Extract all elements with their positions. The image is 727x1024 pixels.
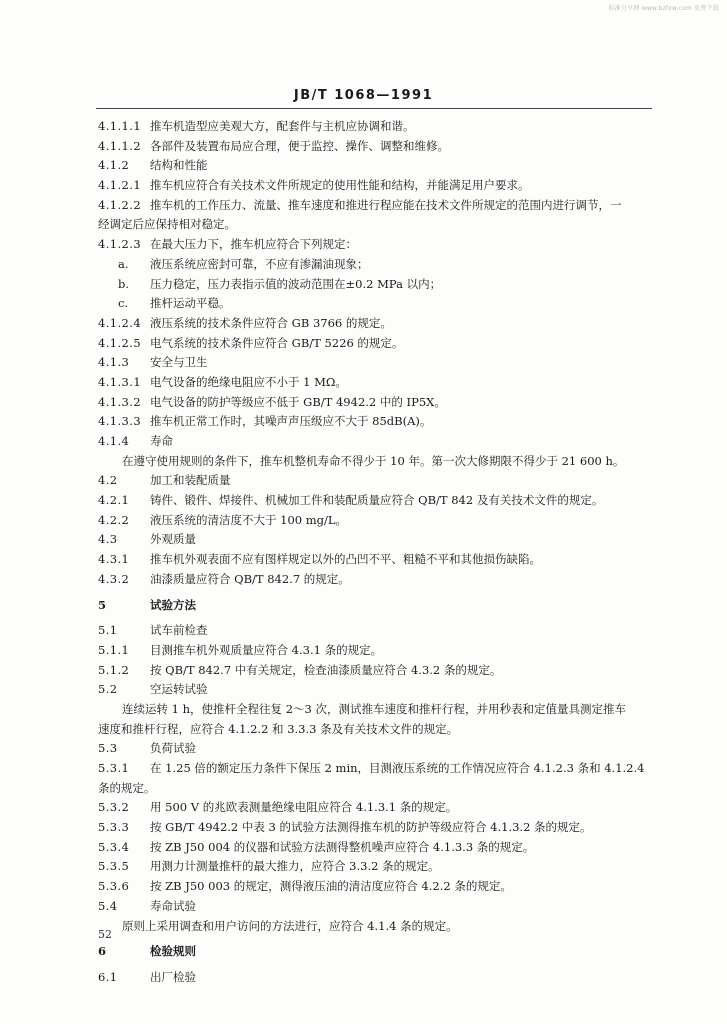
clause-line (98, 137, 654, 157)
clause-text: 液压系统的技术条件应符合 GB 3766 的规定。 (150, 315, 392, 330)
clause-text: 外观质量 (150, 532, 196, 547)
clause-number: 4.1.2.2 (98, 197, 142, 212)
watermark: 标准分享网 www.bzfxw.com 免费下载 (608, 5, 719, 12)
clause-line (98, 176, 654, 196)
clause-text: 检验规则 (150, 944, 196, 959)
clause-text: 速度和推杆行程，应符合 4.1.2.2 和 3.3.3 条及有关技术文件的规定。 (98, 721, 459, 736)
clause-line (98, 196, 654, 216)
clause-text: 电气系统的技术条件应符合 GB/T 5226 的规定。 (150, 335, 404, 350)
clause-number: 4.3 (98, 532, 118, 547)
clause-number: 5.3 (98, 741, 118, 756)
clause-text: 铸件、锻件、焊接件、机械加工件和装配质量应符合 QB/T 842 及有关技术文件的规定。 (150, 493, 604, 508)
clause-number: 4.1.2 (98, 158, 130, 173)
clause-line (98, 471, 654, 491)
clause-line (98, 393, 654, 413)
header-rule (96, 108, 652, 109)
clause-text: 液压系统应密封可靠，不应有渗漏油现象； (150, 256, 369, 271)
clause-number: 4.2.2 (98, 512, 130, 527)
clause-number: 4.1.2.4 (98, 315, 142, 330)
clause-text: 电气设备的绝缘电阻应不小于 1 MΩ。 (150, 374, 347, 389)
clause-text: 在最大压力下，推车机应符合下列规定： (150, 237, 357, 252)
clause-line (98, 759, 654, 779)
clause-line (98, 838, 654, 858)
clause-line (98, 491, 654, 511)
clause-text: 寿命试验 (150, 898, 196, 913)
clause-text: 推车机应符合有关技术文件所规定的使用性能和结构，并能满足用户要求。 (150, 178, 530, 193)
clause-number: 5.4 (98, 898, 118, 913)
clause-text: 推车机正常工作时，其噪声声压级应不大于 85dB(A)。 (150, 414, 432, 429)
clause-text: 推车机外观表面不应有图样规定以外的凸凹不平、粗糙不平和其他损伤缺陷。 (150, 552, 541, 567)
clause-line (98, 570, 654, 590)
clause-number: 4.1.3.3 (98, 414, 142, 429)
clause-number: 4.3.2 (98, 571, 130, 586)
clause-line (98, 739, 654, 759)
clause-number: 5.1.2 (98, 662, 130, 677)
clause-line (98, 917, 654, 937)
clause-line (98, 334, 654, 354)
clause-number: 5.1.1 (98, 642, 130, 657)
clause-line (98, 968, 654, 988)
clause-line (98, 314, 654, 334)
clause-line (98, 877, 654, 897)
clause-line (98, 700, 654, 720)
clause-line (98, 215, 654, 235)
clause-line (98, 117, 654, 137)
clause-text: 推车机的工作压力、流量、推车速度和推进行程应能在技术文件所规定的范围内进行调节，一 (150, 197, 622, 212)
clause-text: 在遵守使用规则的条件下，推车机整机寿命不得少于 10 年。第一次大修期限不得少于 21 600 h。 (122, 453, 625, 468)
clause-number: 4.3.1 (98, 552, 130, 567)
clause-line (98, 596, 654, 616)
clause-text: 用 500 V 的兆欧表测量绝缘电阻应符合 4.1.3.1 条的规定。 (150, 800, 458, 815)
clause-number: 5.3.3 (98, 820, 130, 835)
clause-line (98, 294, 654, 314)
clause-text: 结构和性能 (150, 158, 208, 173)
clause-number: 5.3.2 (98, 800, 130, 815)
clause-line (98, 156, 654, 176)
clause-text: 油漆质量应符合 QB/T 842.7 的规定。 (150, 571, 350, 586)
clause-number: 6.1 (98, 969, 118, 984)
clause-number: 6 (98, 944, 107, 959)
clause-line (98, 857, 654, 877)
clause-line (98, 550, 654, 570)
clause-number: 5.3.5 (98, 859, 130, 874)
clause-text: 按 QB/T 842.7 中有关规定，检查油漆质量应符合 4.3.2 条的规定。 (150, 662, 502, 677)
list-letter: c. (118, 296, 129, 311)
clause-line (98, 235, 654, 255)
clause-number: 5.3.1 (98, 761, 130, 775)
clause-number: 5.1 (98, 623, 118, 638)
clause-text: 在 1.25 倍的额定压力条件下保压 2 min，目测液压系统的工作情况应符合 4.1.2.3 条和 4.1.2.4 (150, 761, 645, 775)
clause-text: 条的规定。 (98, 780, 156, 795)
page-number: 52 (98, 928, 112, 941)
clause-number: 4.1.2.1 (98, 178, 142, 193)
clause-text: 出厂检验 (150, 969, 196, 984)
clause-number: 4.1.2.3 (98, 237, 142, 252)
clause-line (98, 798, 654, 818)
clause-line (98, 641, 654, 661)
clause-number: 5.2 (98, 682, 118, 697)
clause-number: 4.1.3 (98, 355, 130, 370)
clause-text: 按 ZB J50 003 的规定，测得液压油的清洁度应符合 4.2.2 条的规定。 (150, 879, 512, 894)
list-letter: a. (118, 256, 129, 271)
clause-text: 经调定后应保持相对稳定。 (98, 217, 236, 232)
clause-number: 4.1.1.2 (98, 138, 142, 153)
clause-number: 4.2.1 (98, 493, 130, 508)
clause-number: 4.1.2.5 (98, 335, 142, 350)
clause-line (98, 275, 654, 295)
clause-line (98, 720, 654, 740)
clause-line (98, 412, 654, 432)
clause-line (98, 530, 654, 550)
clause-text: 目测推车机外观质量应符合 4.3.1 条的规定。 (150, 642, 383, 657)
clause-line (98, 621, 654, 641)
clause-line (98, 255, 654, 275)
clause-line (98, 373, 654, 393)
document-header: JB/T 1068—1991 (293, 88, 434, 103)
list-letter: b. (118, 276, 130, 291)
clause-text: 按 ZB J50 004 的仪器和试验方法测得整机噪声应符合 4.1.3.3 条的规定。 (150, 839, 535, 854)
clause-text: 推杆运动平稳。 (150, 296, 231, 311)
clause-text: 试验方法 (150, 597, 196, 612)
clause-line (98, 680, 654, 700)
clause-line (98, 897, 654, 917)
clause-text: 各部件及装置布局应合理，便于监控、操作、调整和维修。 (150, 138, 449, 153)
clause-number: 4.1.3.2 (98, 394, 142, 409)
clause-text: 安全与卫生 (150, 355, 208, 370)
clause-number: 4.1.3.1 (98, 374, 142, 389)
clause-text: 用测力计测量推杆的最大推力，应符合 3.3.2 条的规定。 (150, 859, 440, 874)
clause-number: 4.2 (98, 473, 118, 488)
clause-number: 5 (98, 597, 107, 612)
clause-text: 电气设备的防护等级应不低于 GB/T 4942.2 中的 IP5X。 (150, 394, 446, 409)
clause-line (98, 818, 654, 838)
clause-text: 试车前检查 (150, 623, 208, 638)
document-body (98, 117, 654, 988)
clause-number: 5.3.6 (98, 879, 130, 894)
clause-text: 原则上采用调查和用户访问的方法进行，应符合 4.1.4 条的规定。 (122, 918, 458, 933)
clause-line (98, 779, 654, 799)
clause-text: 空运转试验 (150, 682, 208, 697)
clause-text: 负荷试验 (150, 741, 196, 756)
clause-text: 加工和装配质量 (150, 473, 231, 488)
clause-text: 液压系统的清洁度不大于 100 mg/L。 (150, 512, 348, 527)
clause-line (98, 942, 654, 962)
clause-line (98, 353, 654, 373)
clause-text: 压力稳定，压力表指示值的波动范围在±0.2 MPa 以内； (150, 276, 442, 291)
clause-number: 4.1.1.1 (98, 119, 142, 133)
clause-number: 5.3.4 (98, 839, 130, 854)
clause-line (98, 511, 654, 531)
clause-line (98, 452, 654, 472)
clause-text: 连续运转 1 h，使推杆全程往复 2～3 次，测试推车速度和推杆行程，并用秒表和定值量具测定推车 (122, 701, 626, 716)
clause-number: 4.1.4 (98, 434, 130, 448)
clause-text: 按 GB/T 4942.2 中表 3 的试验方法测得推车机的防护等级应符合 4.1.3.2 条的规定。 (150, 820, 592, 835)
clause-line (98, 661, 654, 681)
clause-line (98, 432, 654, 452)
clause-text: 寿命 (150, 434, 173, 448)
clause-text: 推车机造型应美观大方，配套件与主机应协调和谐。 (150, 119, 415, 133)
